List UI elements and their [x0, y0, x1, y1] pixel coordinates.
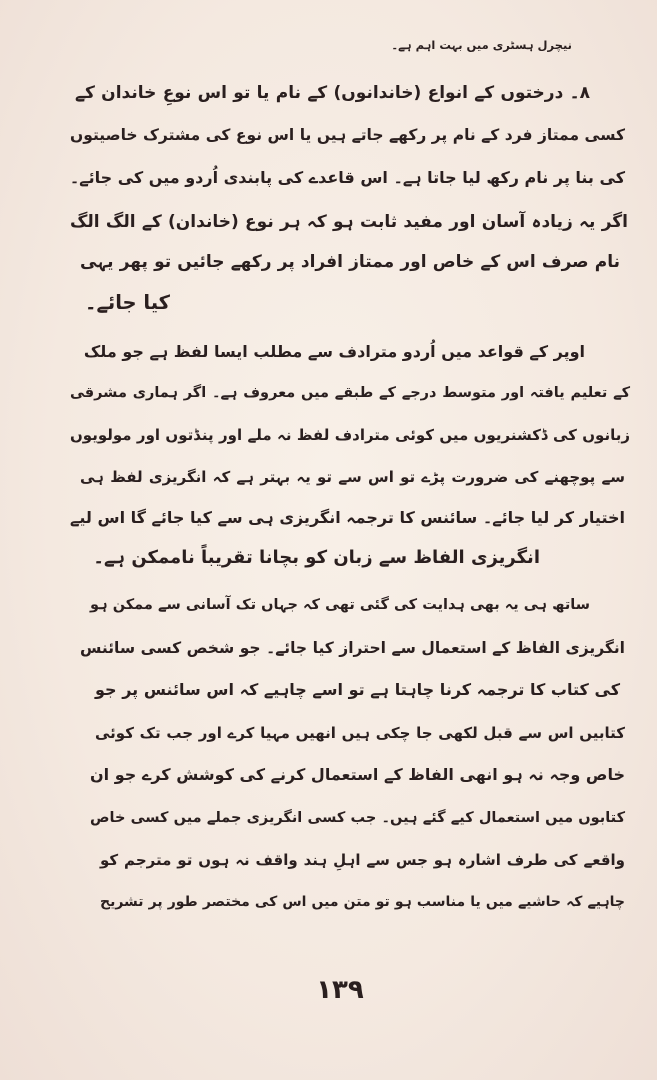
text-line: خاص وجہ نہ ہو انھی الفاظ کے استعمال کرنے کی کوشش کرے جو ان — [90, 765, 625, 784]
text-line: سے پوچھنے کی ضرورت پڑے تو اس سے تو یہ بہتر ہے کہ انگریزی لفظ ہی — [80, 468, 625, 486]
text-line: کی بنا پر نام رکھ لیا جاتا ہے۔ اس قاعدے کی پابندی اُردو میں کی جائے۔ — [69, 168, 625, 187]
text-line: کتابیں اس سے قبل لکھی جا چکی ہیں انھیں مہیا کرے اور جب تک کوئی — [95, 724, 625, 742]
text-line: اختیار کر لیا جائے۔ سائنس کا ترجمہ انگریزی ہی سے کیا جائے گا اس لیے — [70, 508, 625, 527]
text-line: کی کتاب کا ترجمہ کرنا چاہتا ہے تو اسے چاہیے کہ اس سائنس پر جو — [95, 680, 620, 699]
text-line: چاہیے کہ حاشیے میں یا مناسب ہو تو متن میں اس کی مختصر طور پر تشریح — [100, 894, 625, 910]
text-line: واقعے کی طرف اشارہ ہو جس سے اہلِ ہند واقف نہ ہوں تو مترجم کو — [100, 851, 625, 869]
text-line: کتابوں میں استعمال کیے گئے ہیں۔ جب کسی انگریزی جملے میں کسی خاص — [90, 810, 625, 826]
text-line: کے تعلیم یافتہ اور متوسط درجے کے طبقے میں معروف ہے۔ اگر ہماری مشرقی — [70, 385, 630, 401]
text-line: نیچرل ہسٹری میں بہت اہم ہے۔ — [391, 38, 572, 52]
text-line: ساتھ ہی یہ بھی ہدایت کی گئی تھی کہ جہاں تک آسانی سے ممکن ہو — [90, 597, 590, 613]
text-line: اگر یہ زیادہ آسان اور مفید ثابت ہو کہ ہر نوع (خاندان) کے الگ الگ — [70, 212, 628, 232]
text-line: اوپر کے قواعد میں اُردو مترادف سے مطلب ایسا لفظ ہے جو ملک — [83, 342, 585, 361]
page-number: ۱۳۹ — [316, 975, 364, 1005]
text-line: کسی ممتاز فرد کے نام پر رکھے جاتے ہیں یا اس نوع کی مشترک خاصیتوں — [70, 126, 625, 144]
text-line: ۸۔ درختوں کے انواع (خاندانوں) کے نام یا تو اس نوعِ خاندان کے — [75, 83, 590, 103]
text-line: انگریزی الفاظ سے زبان کو بچانا تقریباً ناممکن ہے۔ — [93, 547, 540, 568]
text-line: نام صرف اس کے خاص اور ممتاز افراد پر رکھے جائیں تو پھر یہی — [80, 252, 620, 272]
text-line: انگریزی الفاظ کے استعمال سے احتراز کیا جائے۔ جو شخص کسی سائنس — [80, 639, 625, 657]
text-line: کیا جائے۔ — [85, 291, 170, 314]
text-line: زبانوں کی ڈکشنریوں میں کوئی مترادف لفظ نہ ملے اور پنڈتوں اور مولویوں — [70, 426, 630, 444]
